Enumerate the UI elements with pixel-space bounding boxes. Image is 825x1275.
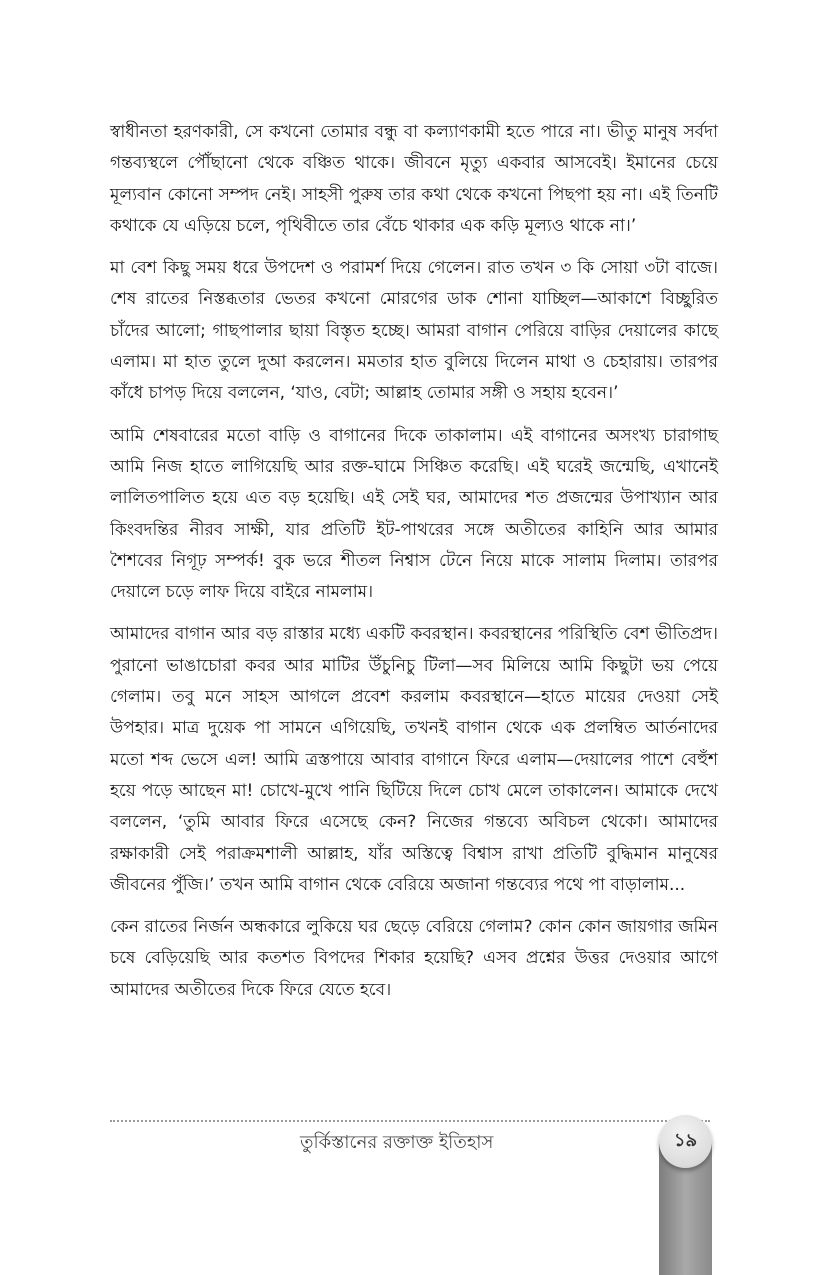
footer-divider: [110, 1120, 710, 1122]
page-number: ১৯: [673, 1130, 698, 1151]
paragraph: মা বেশ কিছু সময় ধরে উপদেশ ও পরামর্শ দিয়ে গেলেন। রাত তখন ৩ কি সোয়া ৩টা বাজে। শেষ রাতের নিস্তব্ধতার ভেতর কখনো মোরগের ডাক শোনা যাচ্ছিল—আকাশে বিচ্ছুরিত চাঁদের আলো; গাছপালার ছায়া বিস্তৃত হচ্ছে। আমরা বাগান পেরিয়ে বাড়ির দেয়ালের কাছে এলাম। মা হাত তুলে দুআ করলেন। মমতার হাত বুলিয়ে দিলেন মাথা ও চেহারায়। তারপর কাঁধে চাপড় দিয়ে বললেন, ‘যাও, বেটা; আল্লাহ তোমার সঙ্গী ও সহায় হবেন।’: [110, 258, 718, 404]
paragraph: কেন রাতের নির্জন অন্ধকারে লুকিয়ে ঘর ছেড়ে বেরিয়ে গেলাম? কোন কোন জায়গার জমিন চষে বেড়িয়েছি আর কতশত বিপদের শিকার হয়েছি? এসব প্রশ্নের উত্তর দেওয়ার আগে আমাদের অতীতের দিকে ফিরে যেতে হবে।: [110, 917, 718, 1000]
paragraph: আমি শেষবারের মতো বাড়ি ও বাগানের দিকে তাকালাম। এই বাগানের অসংখ্য চারাগাছ আমি নিজ হাতে লাগিয়েছি আর রক্ত-ঘামে সিঞ্চিত করেছি। এই ঘরেই জন্মেছি, এখানেই লালিতপালিত হয়ে এত বড় হয়েছি। এই সেই ঘর, আমাদের শত প্রজন্মের উপাখ্যান আর কিংবদন্তির নীরব সাক্ষী, যার প্রতিটি ইট-পাথরের সঙ্গে অতীতের কাহিনি আর আমার শৈশবের নিগূঢ় সম্পর্ক! বুক ভরে শীতল নিশ্বাস টেনে নিয়ে মাকে সালাম দিলাম। তারপর দেয়ালে চড়ে লাফ দিয়ে বাইরে নামলাম।: [110, 425, 718, 603]
paragraph: আমাদের বাগান আর বড় রাস্তার মধ্যে একটি কবরস্থান। কবরস্থানের পরিস্থিতি বেশ ভীতিপ্রদ। পুরানো ভাঙাচোরা কবর আর মাটির উঁচুনিচু টিলা—সব মিলিয়ে আমি কিছুটা ভয় পেয়ে গেলাম। তবু মনে সাহস আগলে প্রবেশ করলাম কবরস্থানে—হাতে মায়ের দেওয়া সেই উপহার। মাত্র দুয়েক পা সামনে এগিয়েছি, তখনই বাগান থেকে এক প্রলম্বিত আর্তনাদের মতো শব্দ ভেসে এল! আমি ত্রস্তপায়ে আবার বাগানে ফিরে এলাম—দেয়ালের পাশে বেহুঁশ হয়ে পড়ে আছেন মা! চোখে-মুখে পানি ছিটিয়ে দিলে চোখ মেলে তাকালেন। আমাকে দেখে বললেন, ‘তুমি আবার ফিরে এসেছে কেন? নিজের গন্তব্যে অবিচল থেকো। আমাদের রক্ষাকারী সেই পরাক্রমশালী আল্লাহ, যাঁর অস্তিত্বে বিশ্বাস রাখা প্রতিটি বুদ্ধিমান মানুষের জীবনের পুঁজি।’ তখন আমি বাগান থেকে বেরিয়ে অজানা গন্তব্যের পথে পা বাড়ালাম...: [110, 624, 718, 895]
page-number-badge: [659, 1115, 712, 1168]
paragraph: স্বাধীনতা হরণকারী, সে কখনো তোমার বন্ধু বা কল্যাণকামী হতে পারে না। ভীতু মানুষ সর্বদা গন্তব্যস্থলে পৌঁছানো থেকে বঞ্চিত থাকে। জীবনে মৃত্যু একবার আসবেই। ইমানের চেয়ে মূল্যবান কোনো সম্পদ নেই। সাহসী পুরুষ তার কথা থেকে কখনো পিছপা হয় না। এই তিনটি কথাকে যে এড়িয়ে চলে, পৃথিবীতে তার বেঁচে থাকার এক কড়ি মূল্যও থাকে না।’: [110, 122, 718, 236]
page-body: [110, 117, 718, 1017]
running-footer-title: তুর্কিস্তানের রক্তাক্ত ইতিহাস: [300, 1132, 494, 1153]
